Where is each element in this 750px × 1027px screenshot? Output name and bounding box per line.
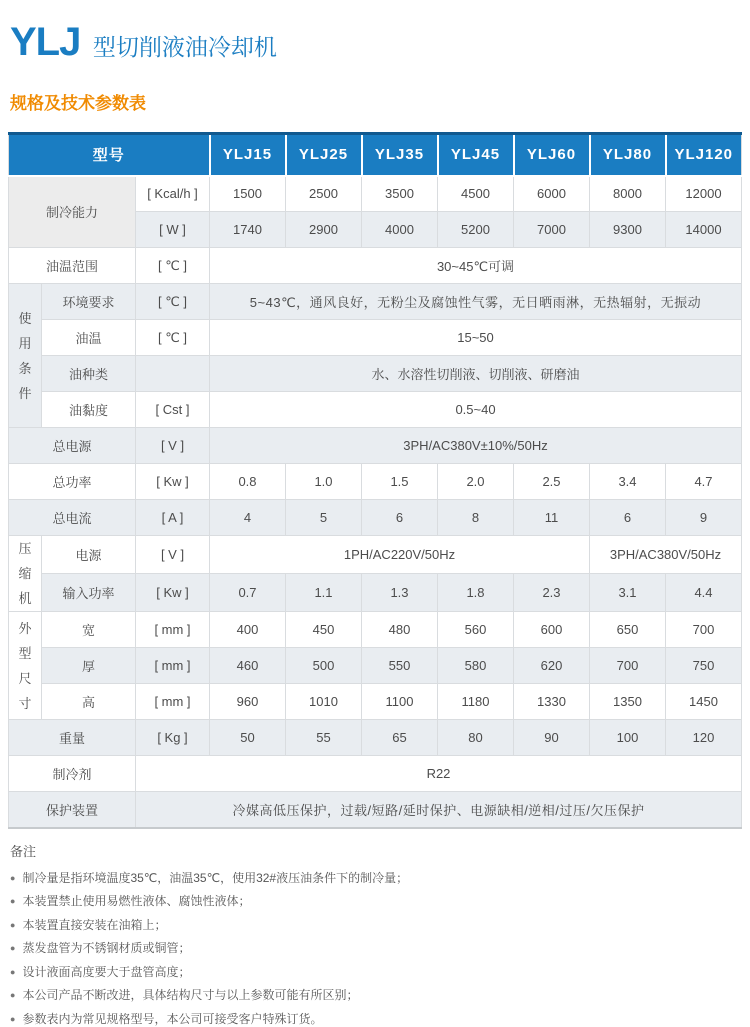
row-label: 油温 [42, 320, 136, 356]
product-name: 型切削液油冷却机 [92, 34, 277, 60]
model-header-ylj15: YLJ15 [210, 134, 286, 176]
unit-cell: [ V ] [136, 428, 210, 464]
value-cell: 500 [286, 648, 362, 684]
row-total-current [9, 500, 742, 536]
value-cell: 1740 [210, 212, 286, 248]
note-text: 参数表内为常见规格型号，本公司可接受客户特殊订货。 [22, 1011, 323, 1026]
value-cell: 2900 [286, 212, 362, 248]
product-code: YLJ [10, 20, 81, 64]
row-label: 电源 [42, 536, 136, 574]
group-label-dimensions: 外型尺寸 [9, 612, 42, 720]
note-text: 蒸发盘管为不锈钢材质或铜管； [22, 941, 191, 955]
row-oil-viscosity [9, 392, 742, 428]
value-cell: 15~50 [210, 320, 742, 356]
value-cell: 100 [590, 720, 666, 756]
spec-table [8, 132, 742, 829]
row-label: 保护装置 [9, 792, 136, 828]
value-cell: 2.3 [514, 574, 590, 612]
note-item [10, 871, 750, 886]
unit-cell: [ Kg ] [136, 720, 210, 756]
value-cell: 3.4 [590, 464, 666, 500]
row-oil-temp [9, 320, 742, 356]
value-cell: 6000 [514, 176, 590, 212]
unit-cell: [ Cst ] [136, 392, 210, 428]
row-label: 厚 [42, 648, 136, 684]
value-cell: 50 [210, 720, 286, 756]
note-item [10, 988, 750, 1003]
note-text: 设计液面高度要大于盘管高度； [22, 964, 191, 979]
value-cell: 700 [590, 648, 666, 684]
row-label: 油温范围 [9, 248, 136, 284]
note-item [10, 941, 750, 956]
value-cell: 650 [590, 612, 666, 648]
row-compressor-power [9, 536, 742, 574]
value-cell: 3.1 [590, 574, 666, 612]
row-environment [9, 284, 742, 320]
value-cell: 4 [210, 500, 286, 536]
value-cell: 11 [514, 500, 590, 536]
notes-section [10, 841, 750, 1027]
value-cell: 9300 [590, 212, 666, 248]
value-cell: 水、水溶性切削液、切削液、研磨油 [210, 356, 742, 392]
note-text: 制冷量是指环境温度35℃，油温35℃，使用32#液压油条件下的制冷量； [22, 870, 409, 885]
value-cell: 冷媒高低压保护，过载/短路/延时保护、电源缺相/逆相/过压/欠压保护 [136, 792, 742, 828]
value-cell: 0.7 [210, 574, 286, 612]
row-label: 总电流 [9, 500, 136, 536]
value-cell: 8 [438, 500, 514, 536]
value-cell: 80 [438, 720, 514, 756]
value-cell: 2.5 [514, 464, 590, 500]
table-header-row [9, 134, 742, 176]
bullet-icon: ● [10, 943, 16, 953]
bullet-icon: ● [10, 872, 16, 883]
value-cell: 2.0 [438, 464, 514, 500]
row-total-power [9, 464, 742, 500]
row-dim-depth [9, 648, 742, 684]
value-cell: 1450 [666, 684, 742, 720]
value-cell: 3PH/AC380V/50Hz [590, 536, 742, 574]
value-cell: 4000 [362, 212, 438, 248]
unit-cell: [ V ] [136, 536, 210, 574]
row-label: 油黏度 [42, 392, 136, 428]
model-header-ylj120: YLJ120 [666, 134, 742, 176]
value-cell: 6 [362, 500, 438, 536]
unit-cell: [ mm ] [136, 684, 210, 720]
value-cell: 460 [210, 648, 286, 684]
unit-cell: [ ℃ ] [136, 248, 210, 284]
value-cell: 960 [210, 684, 286, 720]
value-cell: 1.8 [438, 574, 514, 612]
row-label: 重量 [9, 720, 136, 756]
row-oil-types [9, 356, 742, 392]
row-main-power [9, 428, 742, 464]
row-input-power [9, 574, 742, 612]
unit-cell: [ W ] [136, 212, 210, 248]
unit-cell: [ ℃ ] [136, 320, 210, 356]
row-refrigerant [9, 756, 742, 792]
model-header-ylj35: YLJ35 [362, 134, 438, 176]
row-label: 制冷剂 [9, 756, 136, 792]
value-cell: 1010 [286, 684, 362, 720]
value-cell: 580 [438, 648, 514, 684]
unit-cell: [ mm ] [136, 612, 210, 648]
row-dim-width [9, 612, 742, 648]
row-oil-temp-range [9, 248, 742, 284]
group-label-compressor: 压缩机 [9, 536, 42, 612]
value-cell: 1180 [438, 684, 514, 720]
value-cell: 480 [362, 612, 438, 648]
unit-cell [136, 356, 210, 392]
notes-heading: 备注 [10, 843, 37, 859]
value-cell: R22 [136, 756, 742, 792]
value-cell: 400 [210, 612, 286, 648]
value-cell: 8000 [590, 176, 666, 212]
model-header-ylj80: YLJ80 [590, 134, 666, 176]
row-dim-height [9, 684, 742, 720]
value-cell: 550 [362, 648, 438, 684]
value-cell: 5 [286, 500, 362, 536]
model-header-ylj45: YLJ45 [438, 134, 514, 176]
unit-cell: [ mm ] [136, 648, 210, 684]
bullet-icon: ● [10, 990, 16, 1000]
value-cell: 30~45℃可调 [210, 248, 742, 284]
bullet-icon: ● [10, 896, 16, 906]
value-cell: 620 [514, 648, 590, 684]
value-cell: 4.4 [666, 574, 742, 612]
section-subtitle: 规格及技术参数表 [10, 94, 146, 113]
note-item [10, 894, 750, 909]
row-label: 环境要求 [42, 284, 136, 320]
value-cell: 2500 [286, 176, 362, 212]
value-cell: 65 [362, 720, 438, 756]
value-cell: 1.1 [286, 574, 362, 612]
value-cell: 3500 [362, 176, 438, 212]
row-protection [9, 792, 742, 828]
value-cell: 90 [514, 720, 590, 756]
value-cell: 7000 [514, 212, 590, 248]
value-cell: 5200 [438, 212, 514, 248]
value-cell: 450 [286, 612, 362, 648]
value-cell: 0.5~40 [210, 392, 742, 428]
unit-cell: [ Kcal/h ] [136, 176, 210, 212]
value-cell: 12000 [666, 176, 742, 212]
value-cell: 4.7 [666, 464, 742, 500]
value-cell: 1PH/AC220V/50Hz [210, 536, 590, 574]
value-cell: 1100 [362, 684, 438, 720]
page-title [0, 0, 750, 65]
value-cell: 1500 [210, 176, 286, 212]
value-cell: 4500 [438, 176, 514, 212]
value-cell: 120 [666, 720, 742, 756]
note-item [10, 918, 750, 933]
value-cell: 3PH/AC380V±10%/50Hz [210, 428, 742, 464]
row-label: 高 [42, 684, 136, 720]
note-text: 本公司产品不断改进，具体结构尺寸与以上参数可能有所区别； [22, 988, 359, 1002]
value-cell: 1350 [590, 684, 666, 720]
unit-cell: [ Kw ] [136, 464, 210, 500]
row-cooling-kcal [9, 176, 742, 212]
row-label: 总功率 [9, 464, 136, 500]
value-cell: 9 [666, 500, 742, 536]
value-cell: 14000 [666, 212, 742, 248]
value-cell: 750 [666, 648, 742, 684]
note-text: 本装置直接安装在油箱上； [22, 917, 167, 932]
value-cell: 560 [438, 612, 514, 648]
value-cell: 1.0 [286, 464, 362, 500]
value-cell: 5~43℃，通风良好，无粉尘及腐蚀性气雾，无日晒雨淋，无热辐射，无振动 [210, 284, 742, 320]
row-label: 制冷能力 [9, 176, 136, 248]
value-cell: 600 [514, 612, 590, 648]
row-label: 输入功率 [42, 574, 136, 612]
corner-header: 型号 [9, 134, 210, 176]
note-text: 本装置禁止使用易燃性液体、腐蚀性液体； [22, 894, 251, 908]
row-label: 宽 [42, 612, 136, 648]
unit-cell: [ A ] [136, 500, 210, 536]
value-cell: 1330 [514, 684, 590, 720]
group-label-use-conditions: 使用条件 [9, 284, 42, 428]
value-cell: 6 [590, 500, 666, 536]
row-label: 油种类 [42, 356, 136, 392]
value-cell: 1.5 [362, 464, 438, 500]
bullet-icon: ● [10, 966, 16, 977]
unit-cell: [ ℃ ] [136, 284, 210, 320]
value-cell: 55 [286, 720, 362, 756]
unit-cell: [ Kw ] [136, 574, 210, 612]
bullet-icon: ● [10, 919, 16, 930]
value-cell: 0.8 [210, 464, 286, 500]
note-item [10, 965, 750, 980]
bullet-icon: ● [10, 1013, 16, 1024]
note-item [10, 1012, 750, 1027]
value-cell: 700 [666, 612, 742, 648]
row-label: 总电源 [9, 428, 136, 464]
row-weight [9, 720, 742, 756]
model-header-ylj60: YLJ60 [514, 134, 590, 176]
model-header-ylj25: YLJ25 [286, 134, 362, 176]
value-cell: 1.3 [362, 574, 438, 612]
